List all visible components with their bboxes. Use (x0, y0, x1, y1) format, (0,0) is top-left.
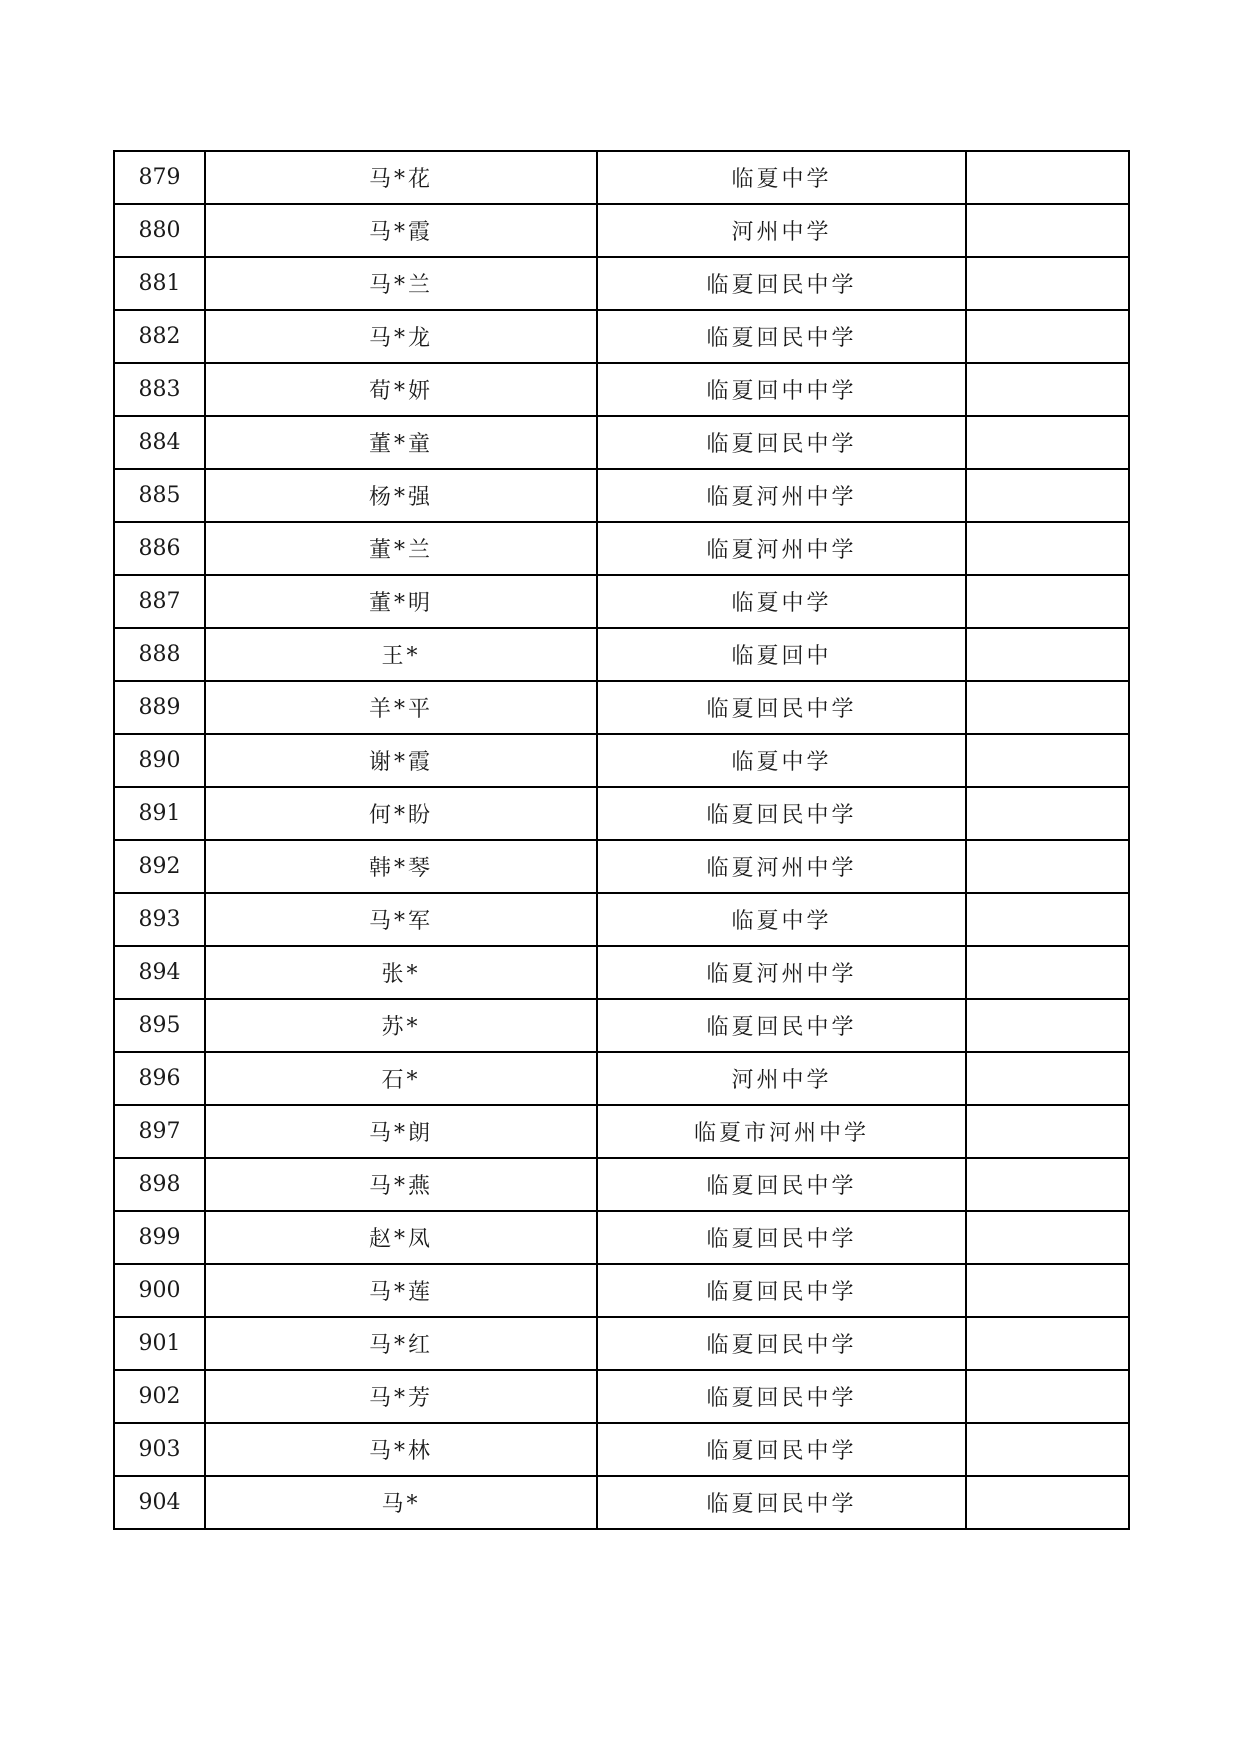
name-cell: 马*军 (205, 893, 597, 946)
table-row (114, 257, 1129, 310)
name-cell: 谢*霞 (205, 734, 597, 787)
note-cell (966, 734, 1129, 787)
name-cell: 苏* (205, 999, 597, 1052)
school-cell: 临夏回中中学 (597, 363, 966, 416)
name-cell: 马*霞 (205, 204, 597, 257)
note-cell (966, 310, 1129, 363)
school-cell: 临夏回中 (597, 628, 966, 681)
note-cell (966, 522, 1129, 575)
school-cell: 临夏回民中学 (597, 787, 966, 840)
row-number-cell: 890 (114, 734, 205, 787)
row-number-cell: 879 (114, 151, 205, 204)
row-number-cell: 901 (114, 1317, 205, 1370)
table-row (114, 1370, 1129, 1423)
school-cell: 临夏河州中学 (597, 522, 966, 575)
school-cell: 河州中学 (597, 204, 966, 257)
note-cell (966, 1423, 1129, 1476)
note-cell (966, 151, 1129, 204)
table-row (114, 310, 1129, 363)
row-number-cell: 894 (114, 946, 205, 999)
table-row (114, 1211, 1129, 1264)
name-cell: 马*燕 (205, 1158, 597, 1211)
row-number-cell: 885 (114, 469, 205, 522)
name-cell: 马*花 (205, 151, 597, 204)
name-cell: 马* (205, 1476, 597, 1529)
note-cell (966, 1052, 1129, 1105)
name-cell: 荀*妍 (205, 363, 597, 416)
name-cell: 马*莲 (205, 1264, 597, 1317)
name-cell: 董*童 (205, 416, 597, 469)
row-number-cell: 900 (114, 1264, 205, 1317)
table-row (114, 1264, 1129, 1317)
school-cell: 临夏中学 (597, 734, 966, 787)
row-number-cell: 895 (114, 999, 205, 1052)
note-cell (966, 363, 1129, 416)
table-row (114, 999, 1129, 1052)
row-number-cell: 887 (114, 575, 205, 628)
note-cell (966, 999, 1129, 1052)
table-row (114, 946, 1129, 999)
row-number-cell: 880 (114, 204, 205, 257)
note-cell (966, 1211, 1129, 1264)
note-cell (966, 416, 1129, 469)
school-cell: 临夏中学 (597, 893, 966, 946)
table-row (114, 787, 1129, 840)
note-cell (966, 840, 1129, 893)
name-cell: 杨*强 (205, 469, 597, 522)
row-number-cell: 898 (114, 1158, 205, 1211)
row-number-cell: 886 (114, 522, 205, 575)
note-cell (966, 1105, 1129, 1158)
table-row (114, 681, 1129, 734)
name-cell: 马*红 (205, 1317, 597, 1370)
name-cell: 赵*凤 (205, 1211, 597, 1264)
row-number-cell: 899 (114, 1211, 205, 1264)
roster-table-body (114, 151, 1129, 1529)
note-cell (966, 204, 1129, 257)
row-number-cell: 889 (114, 681, 205, 734)
row-number-cell: 897 (114, 1105, 205, 1158)
school-cell: 临夏回民中学 (597, 999, 966, 1052)
table-row (114, 840, 1129, 893)
note-cell (966, 946, 1129, 999)
school-cell: 临夏回民中学 (597, 681, 966, 734)
table-row (114, 1105, 1129, 1158)
name-cell: 张* (205, 946, 597, 999)
table-row (114, 204, 1129, 257)
table-row (114, 1158, 1129, 1211)
row-number-cell: 882 (114, 310, 205, 363)
school-cell: 临夏回民中学 (597, 1476, 966, 1529)
school-cell: 临夏回民中学 (597, 1158, 966, 1211)
school-cell: 临夏河州中学 (597, 840, 966, 893)
note-cell (966, 1264, 1129, 1317)
table-row (114, 1052, 1129, 1105)
name-cell: 王* (205, 628, 597, 681)
school-cell: 临夏回民中学 (597, 1211, 966, 1264)
school-cell: 临夏回民中学 (597, 1317, 966, 1370)
name-cell: 石* (205, 1052, 597, 1105)
row-number-cell: 902 (114, 1370, 205, 1423)
note-cell (966, 628, 1129, 681)
note-cell (966, 469, 1129, 522)
table-row (114, 416, 1129, 469)
row-number-cell: 883 (114, 363, 205, 416)
school-cell: 临夏回民中学 (597, 1264, 966, 1317)
name-cell: 马*朗 (205, 1105, 597, 1158)
table-row (114, 363, 1129, 416)
school-cell: 临夏市河州中学 (597, 1105, 966, 1158)
school-cell: 临夏中学 (597, 151, 966, 204)
note-cell (966, 1158, 1129, 1211)
table-row (114, 1423, 1129, 1476)
row-number-cell: 892 (114, 840, 205, 893)
note-cell (966, 681, 1129, 734)
row-number-cell: 888 (114, 628, 205, 681)
name-cell: 董*兰 (205, 522, 597, 575)
table-row (114, 469, 1129, 522)
table-row (114, 893, 1129, 946)
table-row (114, 1317, 1129, 1370)
row-number-cell: 904 (114, 1476, 205, 1529)
school-cell: 临夏回民中学 (597, 257, 966, 310)
name-cell: 马*林 (205, 1423, 597, 1476)
table-row (114, 151, 1129, 204)
note-cell (966, 787, 1129, 840)
school-cell: 临夏回民中学 (597, 416, 966, 469)
note-cell (966, 257, 1129, 310)
table-row (114, 734, 1129, 787)
row-number-cell: 884 (114, 416, 205, 469)
note-cell (966, 1476, 1129, 1529)
row-number-cell: 881 (114, 257, 205, 310)
name-cell: 马*兰 (205, 257, 597, 310)
note-cell (966, 893, 1129, 946)
row-number-cell: 903 (114, 1423, 205, 1476)
name-cell: 董*明 (205, 575, 597, 628)
table-row (114, 575, 1129, 628)
table-row (114, 628, 1129, 681)
note-cell (966, 1317, 1129, 1370)
school-cell: 临夏回民中学 (597, 1370, 966, 1423)
school-cell: 临夏河州中学 (597, 469, 966, 522)
row-number-cell: 891 (114, 787, 205, 840)
row-number-cell: 896 (114, 1052, 205, 1105)
note-cell (966, 575, 1129, 628)
name-cell: 羊*平 (205, 681, 597, 734)
roster-table (113, 150, 1130, 1530)
school-cell: 临夏中学 (597, 575, 966, 628)
name-cell: 何*盼 (205, 787, 597, 840)
table-row (114, 522, 1129, 575)
school-cell: 临夏回民中学 (597, 1423, 966, 1476)
note-cell (966, 1370, 1129, 1423)
name-cell: 韩*琴 (205, 840, 597, 893)
school-cell: 河州中学 (597, 1052, 966, 1105)
school-cell: 临夏河州中学 (597, 946, 966, 999)
school-cell: 临夏回民中学 (597, 310, 966, 363)
row-number-cell: 893 (114, 893, 205, 946)
name-cell: 马*芳 (205, 1370, 597, 1423)
name-cell: 马*龙 (205, 310, 597, 363)
table-row (114, 1476, 1129, 1529)
